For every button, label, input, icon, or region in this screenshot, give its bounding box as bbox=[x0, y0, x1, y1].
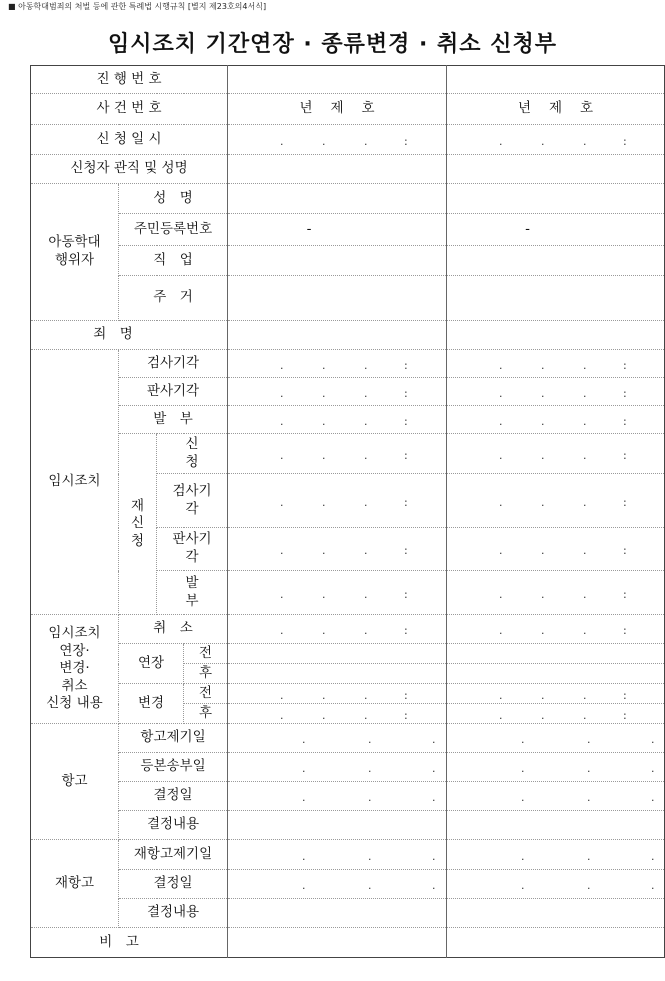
issue-field-1[interactable] bbox=[228, 406, 447, 434]
appeal-filed-field-2[interactable] bbox=[447, 724, 665, 753]
dot-mark: . bbox=[302, 762, 306, 776]
reapply-char-3: 청 bbox=[130, 532, 145, 549]
reapply-issue-line1: 발 bbox=[185, 574, 199, 591]
dot-mark: . bbox=[499, 358, 503, 372]
dot-mark: . bbox=[280, 587, 284, 601]
reapply-apply-label bbox=[157, 434, 228, 474]
dot-mark: . bbox=[322, 544, 326, 558]
remarks-field-1[interactable] bbox=[228, 928, 447, 958]
colon-mark: : bbox=[404, 495, 408, 509]
dot-mark: . bbox=[364, 448, 368, 462]
document-title: 임시조치 기간연장 · 종류변경 · 취소 신청부 bbox=[108, 32, 557, 57]
change-before-label: 전 bbox=[184, 684, 228, 704]
dot-mark: . bbox=[280, 495, 284, 509]
decision-date-field-1[interactable] bbox=[228, 782, 447, 811]
reapply-judge-dismiss-line2: 각 bbox=[185, 549, 199, 565]
dot-mark: . bbox=[432, 733, 436, 747]
reappeal-decision-date-field-1[interactable] bbox=[228, 870, 447, 899]
ho-mark: 호 bbox=[361, 100, 375, 117]
dot-mark: . bbox=[541, 414, 545, 428]
rrn-dash: - bbox=[306, 220, 312, 237]
ecc-line3: 변경· bbox=[59, 660, 90, 677]
apply-datetime-label: 신 청 일 시 bbox=[31, 125, 228, 155]
dot-mark: . bbox=[499, 448, 503, 462]
extension-before-field-2[interactable] bbox=[447, 644, 665, 664]
colon-mark: : bbox=[404, 688, 408, 702]
colon-mark: : bbox=[404, 448, 408, 462]
dot-mark: . bbox=[651, 733, 655, 747]
application-register-table bbox=[30, 65, 665, 958]
appeal-filed-label: 항고제기일 bbox=[119, 724, 228, 753]
address-label: 주 거 bbox=[119, 276, 228, 321]
dot-mark: . bbox=[302, 733, 306, 747]
dot-mark: . bbox=[651, 849, 655, 863]
reapply-judge-dismiss-line1: 판사기 bbox=[172, 531, 212, 548]
colon-mark: : bbox=[404, 587, 408, 601]
interim-measure-label: 임시조치 bbox=[31, 350, 119, 615]
colon-mark: : bbox=[623, 448, 627, 462]
year-mark: 년 bbox=[299, 100, 313, 117]
cancel-field-1[interactable] bbox=[228, 615, 447, 644]
extension-label: 연장 bbox=[119, 644, 184, 684]
dot-mark: . bbox=[587, 879, 591, 893]
reapply-label bbox=[119, 434, 157, 615]
decision-content-field-2[interactable] bbox=[447, 811, 665, 840]
reappeal-filed-label: 재항고제기일 bbox=[119, 840, 228, 870]
applicant-label: 신청자 관직 및 성명 bbox=[31, 155, 228, 184]
je-mark: 제 bbox=[549, 100, 563, 117]
crime-label-text: 죄 명 bbox=[93, 326, 133, 343]
reapply-judge-dismiss-field-2[interactable] bbox=[447, 528, 665, 571]
colon-mark: : bbox=[623, 624, 627, 638]
crime-label bbox=[31, 321, 228, 350]
decision-content-label: 결정내용 bbox=[119, 811, 228, 840]
dot-mark: . bbox=[322, 708, 326, 722]
colon-mark: : bbox=[404, 134, 408, 148]
progress-number-field-1[interactable] bbox=[228, 66, 447, 94]
dot-mark: . bbox=[499, 134, 503, 148]
offender-label-line1: 아동학대 bbox=[48, 234, 101, 251]
offender-label bbox=[31, 184, 119, 321]
reapply-prosecutor-dismiss-field-2[interactable] bbox=[447, 474, 665, 528]
dot-mark: . bbox=[302, 791, 306, 805]
dot-mark: . bbox=[583, 386, 587, 400]
crime-field-1[interactable] bbox=[228, 321, 447, 350]
extension-after-field-2[interactable] bbox=[447, 664, 665, 684]
dot-mark: . bbox=[521, 879, 525, 893]
remarks-field-2[interactable] bbox=[447, 928, 665, 958]
dot-mark: . bbox=[364, 544, 368, 558]
rrn-field-2[interactable] bbox=[447, 214, 665, 246]
reapply-judge-dismiss-label bbox=[157, 528, 228, 571]
colon-mark: : bbox=[623, 688, 627, 702]
crime-field-2[interactable] bbox=[447, 321, 665, 350]
dot-mark: . bbox=[322, 448, 326, 462]
issue-label: 발 부 bbox=[119, 406, 228, 434]
ecc-line5: 신청 내용 bbox=[46, 695, 103, 712]
dot-mark: . bbox=[541, 624, 545, 638]
decision-content-field-1[interactable] bbox=[228, 811, 447, 840]
dot-mark: . bbox=[651, 791, 655, 805]
dot-mark: . bbox=[583, 134, 587, 148]
decision-date-field-2[interactable] bbox=[447, 782, 665, 811]
change-after-field-2[interactable] bbox=[447, 704, 665, 724]
name-label: 성 명 bbox=[119, 184, 228, 214]
dot-mark: . bbox=[280, 386, 284, 400]
colon-mark: : bbox=[623, 495, 627, 509]
reappeal-filed-field-2[interactable] bbox=[447, 840, 665, 870]
cancel-field-2[interactable] bbox=[447, 615, 665, 644]
extension-before-field-1[interactable] bbox=[228, 644, 447, 664]
dot-mark: . bbox=[521, 849, 525, 863]
colon-mark: : bbox=[623, 587, 627, 601]
dot-mark: . bbox=[587, 791, 591, 805]
appeal-label: 항고 bbox=[31, 724, 119, 840]
dot-mark: . bbox=[368, 879, 372, 893]
dot-mark: . bbox=[322, 358, 326, 372]
reappeal-decision-content-field-1[interactable] bbox=[228, 899, 447, 928]
dot-mark: . bbox=[432, 879, 436, 893]
dot-mark: . bbox=[583, 358, 587, 372]
dot-mark: . bbox=[280, 688, 284, 702]
appeal-filed-field-1[interactable] bbox=[228, 724, 447, 753]
dot-mark: . bbox=[432, 849, 436, 863]
dot-mark: . bbox=[583, 414, 587, 428]
copy-sent-field-1[interactable] bbox=[228, 753, 447, 782]
rrn-label: 주민등록번호 bbox=[119, 214, 228, 246]
copy-sent-label: 등본송부일 bbox=[119, 753, 228, 782]
dot-mark: . bbox=[587, 762, 591, 776]
dot-mark: . bbox=[322, 386, 326, 400]
dot-mark: . bbox=[280, 134, 284, 148]
decision-date-label: 결정일 bbox=[119, 782, 228, 811]
dot-mark: . bbox=[322, 414, 326, 428]
dot-mark: . bbox=[364, 358, 368, 372]
dot-mark: . bbox=[280, 414, 284, 428]
reappeal-decision-content-field-2[interactable] bbox=[447, 899, 665, 928]
dot-mark: . bbox=[368, 791, 372, 805]
colon-mark: : bbox=[404, 544, 408, 558]
reapply-apply-line2: 청 bbox=[185, 453, 199, 470]
colon-mark: : bbox=[623, 544, 627, 558]
ecc-line4: 취소 bbox=[61, 677, 88, 694]
apply-datetime-field-1[interactable] bbox=[228, 125, 447, 155]
dot-mark: . bbox=[364, 688, 368, 702]
colon-mark: : bbox=[404, 358, 408, 372]
cancel-label: 취 소 bbox=[119, 615, 228, 644]
dot-mark: . bbox=[499, 386, 503, 400]
dot-mark: . bbox=[280, 358, 284, 372]
name-field-2[interactable] bbox=[447, 184, 665, 214]
rrn-dash: - bbox=[525, 220, 530, 237]
reappeal-decision-content-label: 결정내용 bbox=[119, 899, 228, 928]
copy-sent-field-2[interactable] bbox=[447, 753, 665, 782]
change-before-field-1[interactable] bbox=[228, 684, 447, 704]
issue-field-2[interactable] bbox=[447, 406, 665, 434]
case-number-field-1[interactable] bbox=[228, 94, 447, 125]
change-after-field-1[interactable] bbox=[228, 704, 447, 724]
extension-before-label: 전 bbox=[184, 644, 228, 664]
dot-mark: . bbox=[583, 708, 587, 722]
dot-mark: . bbox=[499, 688, 503, 702]
reappeal-decision-date-field-2[interactable] bbox=[447, 870, 665, 899]
reappeal-decision-date-label: 결정일 bbox=[119, 870, 228, 899]
dot-mark: . bbox=[541, 134, 545, 148]
address-field-1[interactable] bbox=[228, 276, 447, 321]
dot-mark: . bbox=[280, 708, 284, 722]
apply-datetime-field-2[interactable] bbox=[447, 125, 665, 155]
dot-mark: . bbox=[280, 624, 284, 638]
reappeal-filed-field-1[interactable] bbox=[228, 840, 447, 870]
colon-mark: : bbox=[623, 708, 627, 722]
dot-mark: . bbox=[364, 708, 368, 722]
judge-dismiss-label: 판사기각 bbox=[119, 378, 228, 406]
reapply-issue-field-2[interactable] bbox=[447, 571, 665, 615]
reapply-prosecutor-dismiss-line2: 각 bbox=[185, 500, 199, 517]
extension-after-field-1[interactable] bbox=[228, 664, 447, 684]
change-label: 변경 bbox=[119, 684, 184, 724]
reappeal-label: 재항고 bbox=[31, 840, 119, 928]
job-label: 직 업 bbox=[119, 246, 228, 276]
reapply-prosecutor-dismiss-field-1[interactable] bbox=[228, 474, 447, 528]
dot-mark: . bbox=[521, 791, 525, 805]
dot-mark: . bbox=[368, 762, 372, 776]
dot-mark: . bbox=[583, 544, 587, 558]
dot-mark: . bbox=[364, 386, 368, 400]
address-field-2[interactable] bbox=[447, 276, 665, 321]
case-number-field-2[interactable] bbox=[447, 94, 665, 125]
colon-mark: : bbox=[623, 134, 627, 148]
dot-mark: . bbox=[583, 495, 587, 509]
prosecutor-dismiss-field-1[interactable] bbox=[228, 350, 447, 378]
dot-mark: . bbox=[541, 708, 545, 722]
change-after-label: 후 bbox=[184, 704, 228, 724]
dot-mark: . bbox=[651, 762, 655, 776]
reapply-apply-line1: 신 bbox=[185, 435, 199, 452]
progress-number-field-2[interactable] bbox=[447, 66, 665, 94]
reapply-issue-line2: 부 bbox=[185, 592, 199, 609]
dot-mark: . bbox=[541, 386, 545, 400]
extension-after-label: 후 bbox=[184, 664, 228, 684]
progress-number-label: 진 행 번 호 bbox=[31, 66, 228, 94]
dot-mark: . bbox=[364, 134, 368, 148]
dot-mark: . bbox=[322, 587, 326, 601]
dot-mark: . bbox=[541, 587, 545, 601]
dot-mark: . bbox=[583, 448, 587, 462]
applicant-field-2[interactable] bbox=[447, 155, 665, 184]
prosecutor-dismiss-label: 검사기각 bbox=[119, 350, 228, 378]
job-field-2[interactable] bbox=[447, 246, 665, 276]
dot-mark: . bbox=[499, 414, 503, 428]
dot-mark: . bbox=[587, 849, 591, 863]
dot-mark: . bbox=[499, 708, 503, 722]
reapply-apply-field-1[interactable] bbox=[228, 434, 447, 474]
je-mark: 제 bbox=[330, 100, 344, 117]
colon-mark: : bbox=[404, 414, 408, 428]
dot-mark: . bbox=[583, 587, 587, 601]
dot-mark: . bbox=[541, 688, 545, 702]
dot-mark: . bbox=[368, 733, 372, 747]
remarks-label bbox=[31, 928, 228, 958]
dot-mark: . bbox=[302, 849, 306, 863]
judge-dismiss-field-2[interactable] bbox=[447, 378, 665, 406]
dot-mark: . bbox=[499, 587, 503, 601]
dot-mark: . bbox=[587, 733, 591, 747]
dot-mark: . bbox=[368, 849, 372, 863]
dot-mark: . bbox=[364, 587, 368, 601]
colon-mark: : bbox=[623, 414, 627, 428]
name-field-1[interactable] bbox=[228, 184, 447, 214]
dot-mark: . bbox=[302, 879, 306, 893]
dot-mark: . bbox=[280, 544, 284, 558]
dot-mark: . bbox=[541, 358, 545, 372]
dot-mark: . bbox=[499, 544, 503, 558]
dot-mark: . bbox=[322, 134, 326, 148]
dot-mark: . bbox=[583, 624, 587, 638]
dot-mark: . bbox=[364, 495, 368, 509]
dot-mark: . bbox=[432, 791, 436, 805]
offender-label-line2: 행위자 bbox=[54, 252, 95, 268]
dot-mark: . bbox=[521, 762, 525, 776]
job-field-1[interactable] bbox=[228, 246, 447, 276]
colon-mark: : bbox=[623, 358, 627, 372]
colon-mark: : bbox=[404, 386, 408, 400]
dot-mark: . bbox=[499, 624, 503, 638]
colon-mark: : bbox=[404, 708, 408, 722]
remarks-label-text: 비 고 bbox=[99, 933, 139, 950]
dot-mark: . bbox=[280, 448, 284, 462]
reapply-judge-dismiss-field-1[interactable] bbox=[228, 528, 447, 571]
case-number-label: 사 건 번 호 bbox=[31, 94, 228, 125]
reapply-char-2: 신 bbox=[130, 515, 145, 532]
year-mark: 년 bbox=[518, 100, 532, 117]
dot-mark: . bbox=[322, 688, 326, 702]
dot-mark: . bbox=[322, 624, 326, 638]
ecc-line1: 임시조치 bbox=[48, 625, 101, 642]
reapply-issue-label bbox=[157, 571, 228, 615]
dot-mark: . bbox=[499, 495, 503, 509]
dot-mark: . bbox=[322, 495, 326, 509]
form-reference-note: ■ 아동학대범죄의 처벌 등에 관한 특례법 시행규칙 [별지 제23호의4서식] bbox=[8, 2, 267, 11]
dot-mark: . bbox=[541, 448, 545, 462]
reapply-prosecutor-dismiss-line1: 검사기 bbox=[172, 482, 212, 499]
reapply-char-1: 재 bbox=[130, 497, 145, 514]
ho-mark: 호 bbox=[580, 100, 594, 117]
dot-mark: . bbox=[364, 414, 368, 428]
dot-mark: . bbox=[651, 879, 655, 893]
reapply-issue-field-1[interactable] bbox=[228, 571, 447, 615]
change-before-field-2[interactable] bbox=[447, 684, 665, 704]
dot-mark: . bbox=[583, 688, 587, 702]
colon-mark: : bbox=[623, 386, 627, 400]
dot-mark: . bbox=[364, 624, 368, 638]
judge-dismiss-field-1[interactable] bbox=[228, 378, 447, 406]
ecc-line2: 연장· bbox=[59, 642, 90, 659]
extension-change-cancel-label bbox=[31, 615, 119, 724]
dot-mark: . bbox=[432, 762, 436, 776]
dot-mark: . bbox=[521, 733, 525, 747]
rrn-field-1[interactable] bbox=[228, 214, 447, 246]
colon-mark: : bbox=[404, 624, 408, 638]
dot-mark: . bbox=[541, 544, 545, 558]
applicant-field-1[interactable] bbox=[228, 155, 447, 184]
prosecutor-dismiss-field-2[interactable] bbox=[447, 350, 665, 378]
reapply-prosecutor-dismiss-label bbox=[157, 474, 228, 528]
dot-mark: . bbox=[541, 495, 545, 509]
reapply-apply-field-2[interactable] bbox=[447, 434, 665, 474]
